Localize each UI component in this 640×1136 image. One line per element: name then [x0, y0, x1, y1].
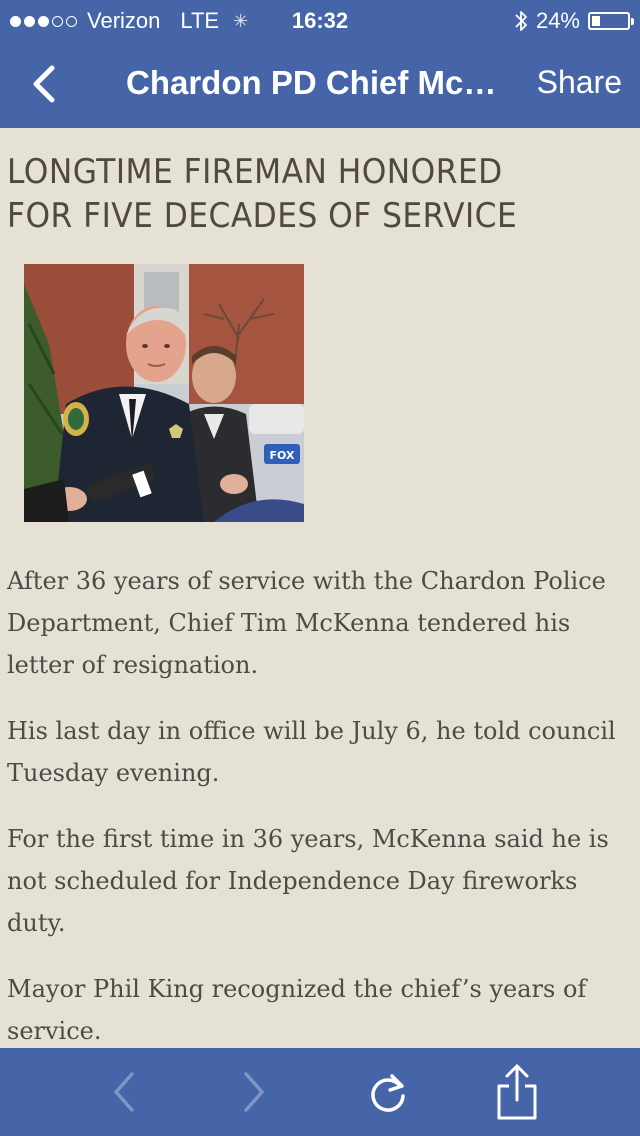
battery-icon	[588, 12, 630, 30]
status-bar	[0, 0, 640, 40]
status-time: 16:32	[291, 8, 349, 33]
battery-fill	[592, 16, 600, 26]
activity-spinner-icon: ✳	[233, 10, 249, 31]
status-right	[514, 8, 630, 34]
chevron-left-icon[interactable]	[98, 1066, 150, 1118]
article-photo-illustration	[24, 264, 304, 522]
article-content[interactable]	[0, 128, 640, 1048]
article-photo	[24, 264, 304, 522]
navigation-bar	[0, 40, 640, 128]
article-paragraph: For the first time in 36 years, McKenna said he is not scheduled for Independence Day fireworks duty.	[7, 825, 609, 937]
article-paragraph: His last day in office will be July 6, he told council Tuesday evening.	[7, 717, 616, 787]
top-bar	[0, 0, 640, 128]
article-body	[7, 560, 633, 1048]
article-paragraph: Mayor Phil King recognized the chief’s years of service.	[7, 975, 587, 1045]
refresh-icon[interactable]	[362, 1066, 414, 1118]
article-headline: LONGTIME FIREMAN HONORED FOR FIVE DECADES OF SERVICE	[7, 152, 518, 236]
bottom-toolbar	[0, 1048, 640, 1136]
page-title: Chardon PD Chief Mc…	[126, 64, 497, 101]
battery-percent: 24%	[535, 8, 580, 33]
chevron-right-icon[interactable]	[228, 1066, 280, 1118]
back-chevron-icon[interactable]	[24, 62, 64, 106]
share-button[interactable]: Share	[536, 64, 622, 100]
share-icon[interactable]	[490, 1062, 544, 1122]
article-paragraph: After 36 years of service with the Chardon Police Department, Chief Tim McKenna tendered his letter of resignation.	[7, 567, 606, 679]
svg-text:FOX: FOX	[269, 449, 295, 462]
carrier-name: Verizon	[87, 8, 161, 33]
network-type: LTE	[180, 8, 220, 33]
bluetooth-icon	[514, 9, 528, 33]
